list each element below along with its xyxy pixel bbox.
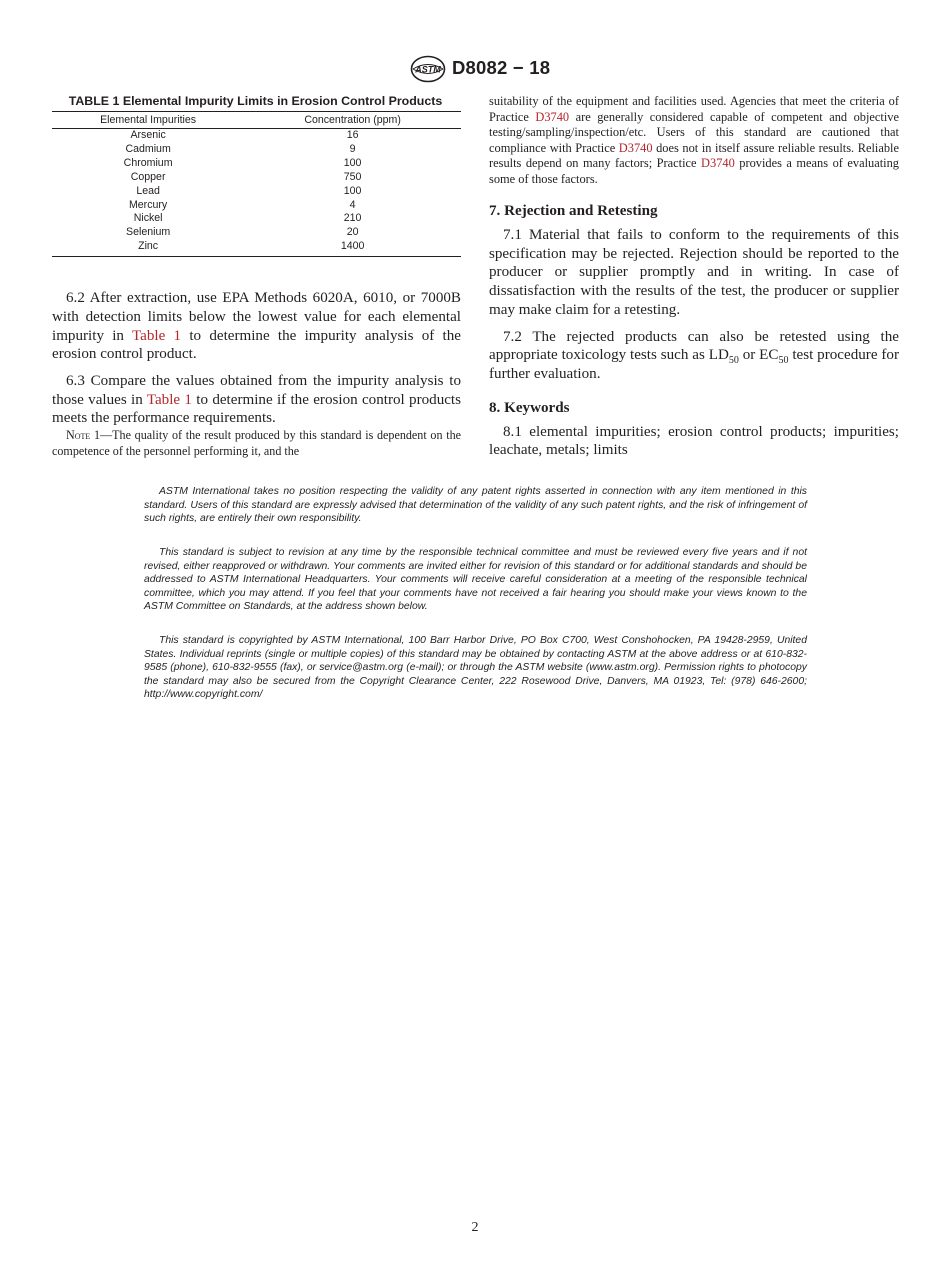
paragraph-text: are generally considered capable of competent and objective testing/sampling/inspection/etc. Users of this standard are cautioned that compliance with Practice <box>489 109 899 155</box>
section-8-title: 8. Keywords <box>489 399 570 416</box>
element-cell: Selenium <box>126 226 171 239</box>
paragraph-text: test procedure for further evaluation. <box>489 347 899 382</box>
paragraph-7-2 <box>489 328 899 384</box>
value-cell: 210 <box>343 212 362 225</box>
element-cell: Copper <box>130 170 166 183</box>
paragraph-text: or EC <box>738 347 779 364</box>
table-row <box>52 129 461 143</box>
element-cell: Nickel <box>133 212 163 225</box>
element-cell: Zinc <box>52 240 244 256</box>
value-cell: 20 <box>346 226 359 239</box>
revision-disclaimer: This standard is subject to revision at any time by the responsible technical committee and must be reviewed every five years and if not revised, either reapproved or withdrawn. Your comments are invited either for revision of this standard or for additional standards and should be addressed to ASTM International Headquarters. Your comments will receive careful consideration at a meeting of the responsible technical committee, which you may attend. If you feel that your comments have not received a fair hearing you should make your views known to the ASTM Committee on Standards, at the address shown below. <box>144 547 807 613</box>
subscript: 50 <box>728 355 739 367</box>
paragraph-6-2 <box>52 289 461 364</box>
subscript: 50 <box>778 355 789 367</box>
element-cell: Chromium <box>123 156 173 169</box>
paragraph-text: to determine if the erosion control products meets the performance requirements. <box>52 391 462 427</box>
d3740-link[interactable]: D3740 <box>535 109 570 124</box>
paragraph-7-1: 7.1 Material that fails to conform to the requirements of this specification may be rejected. Rejection should be reported to the producer or supplier promptly and in writing. In case of dissatisfaction with the results of the test, the producer or supplier may make claim for a retesting. <box>489 227 899 318</box>
paragraph-text: 6.3 Compare the values obtained from the impurity analysis to those values in <box>52 372 461 408</box>
patent-disclaimer: ASTM International takes no position respecting the validity of any patent rights asserted in connection with any item mentioned in this standard. Users of this standard are expressly advised that determination of the validity of any such patent rights, and the risk of infringement of such rights, are entirely their own responsibility. <box>144 486 807 525</box>
table-row <box>52 226 461 240</box>
element-cell: Cadmium <box>125 142 171 155</box>
table-caption: TABLE 1 Elemental Impurity Limits in Erosion Control Products <box>68 94 443 108</box>
value-cell: 4 <box>349 198 356 211</box>
element-cell: Lead <box>136 184 160 197</box>
right-column <box>489 94 899 460</box>
left-column <box>52 94 461 459</box>
column-header-concentration: Concentration (ppm) <box>244 112 461 129</box>
logo-text: ASTM <box>415 64 441 75</box>
table-header-row <box>52 112 461 129</box>
page-number: 2 <box>471 1220 479 1235</box>
table-row <box>52 199 461 213</box>
table-1-link[interactable]: Table 1 <box>131 327 182 344</box>
d3740-link[interactable]: D3740 <box>618 140 653 155</box>
section-7-title: 7. Rejection and Retesting <box>489 203 658 219</box>
value-cell: 1400 <box>244 240 461 256</box>
value-cell: 9 <box>349 142 356 155</box>
paragraph-text: does not in itself assure reliable results. Reliable results depend on many factors; Practice <box>489 140 899 170</box>
value-cell: 750 <box>343 170 362 183</box>
table-row <box>52 185 461 199</box>
column-header-element: Elemental Impurities <box>52 112 244 129</box>
paragraph-8-1: 8.1 elemental impurities; erosion control products; impurities; leachate, metals; limits <box>489 423 899 459</box>
page-header <box>0 55 950 85</box>
element-cell: Arsenic <box>130 129 166 141</box>
d3740-link[interactable]: D3740 <box>701 156 735 170</box>
paragraph-text: to determine the impurity analysis of the erosion control product. <box>52 327 461 363</box>
table-row <box>52 240 461 256</box>
table-row <box>52 143 461 157</box>
note-1 <box>52 428 461 459</box>
table-row <box>52 157 461 171</box>
paragraph-text: suitability of the equipment and facilities used. Agencies that meet the criteria of Practice <box>489 94 899 124</box>
copyright-disclaimer: This standard is copyrighted by ASTM International, 100 Barr Harbor Drive, PO Box C700, West Conshohocken, PA 19428-2959, United States. Individual reprints (single or multiple copies) of this standard may be obtained by contacting ASTM at the above address or at 610-832-9585 (phone), 610-832-9555 (fax), or service@astm.org (e-mail); or through the ASTM website (www.astm.org). Permission rights to photocopy the standard may also be secured from the Copyright Clearance Center, 222 Rosewood Drive, Danvers, MA 01923, Tel: (978) 646-2600; http://www.copyright.com/ <box>144 635 807 701</box>
table-row <box>52 212 461 226</box>
element-cell: Mercury <box>128 198 168 211</box>
paragraph-text: 7.2 The rejected products can also be retested using the appropriate toxicology tests such as LD <box>489 328 899 364</box>
impurity-table <box>52 111 461 257</box>
document-id: D8082 − 18 <box>452 57 551 78</box>
paragraph-text: 6.2 After extraction, use EPA Methods 6020A, 6010, or 7000B with detection limits below the lowest value for each elemental impurity in <box>52 290 461 344</box>
paragraph-6-3 <box>52 372 461 428</box>
paragraph-text: provides a means of evaluating some of those factors. <box>489 156 899 186</box>
note-continuation <box>489 94 899 187</box>
value-cell: 100 <box>343 156 362 169</box>
value-cell: 100 <box>343 184 362 197</box>
note-text: 1—The quality of the result produced by this standard is dependent on the competence of the personnel performing it, and the <box>52 428 461 458</box>
note-label: Note <box>66 428 91 443</box>
astm-logo <box>410 55 446 83</box>
value-cell: 16 <box>346 129 359 141</box>
table-row <box>52 171 461 185</box>
table-1-link[interactable]: Table 1 <box>146 391 192 408</box>
